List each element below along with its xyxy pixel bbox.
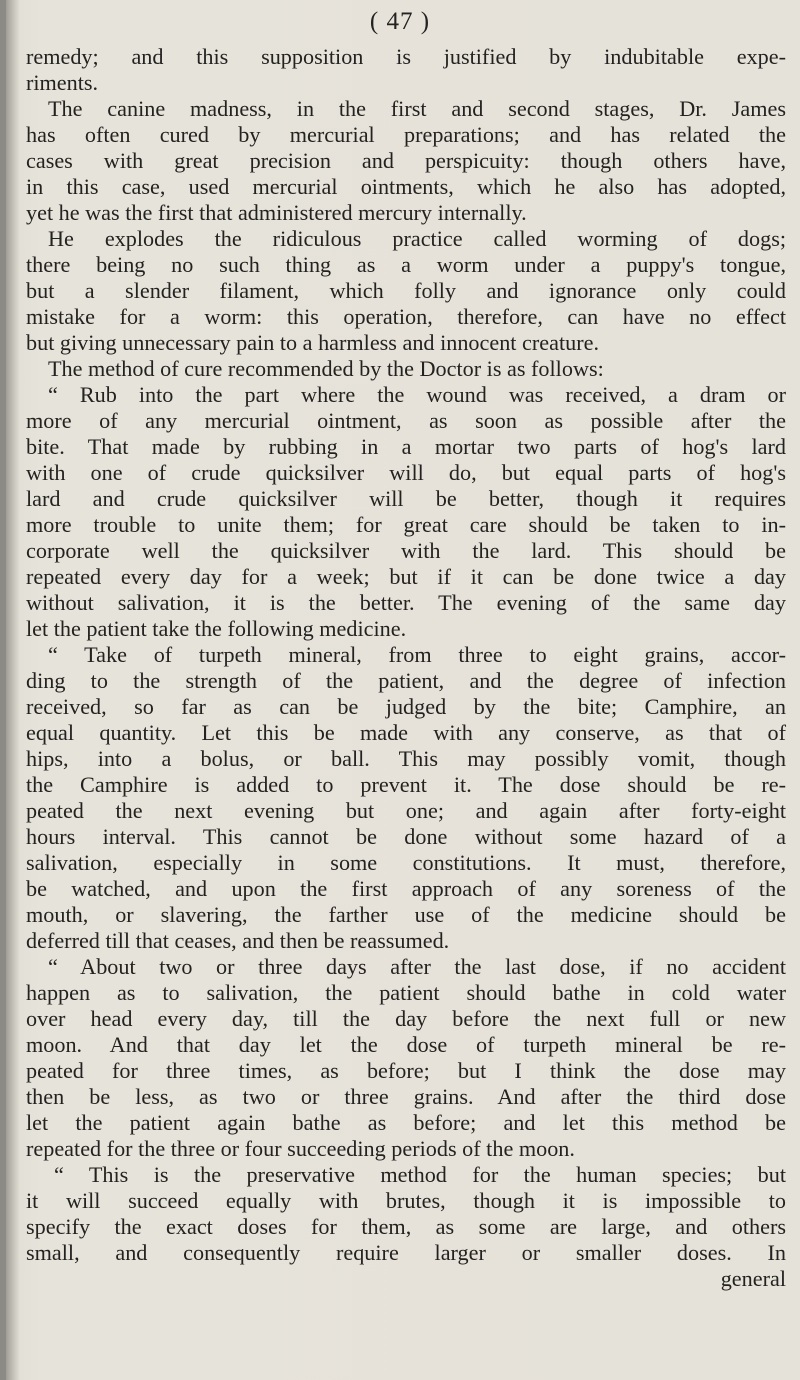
text-line: He explodes the ridiculous practice called worming of dogs; bbox=[48, 226, 786, 251]
text-line: salivation, especially in some constitutions. It must, therefore, bbox=[26, 850, 786, 875]
text-line: “ About two or three days after the last dose, if no accident bbox=[48, 954, 786, 979]
text-line: mistake for a worm: this operation, therefore, can have no effect bbox=[26, 304, 786, 329]
text-line: then be less, as two or three grains. And after the third dose bbox=[26, 1084, 786, 1109]
text-line: mouth, or slavering, the farther use of the medicine should be bbox=[26, 902, 786, 927]
text-line: deferred till that ceases, and then be reassumed. bbox=[26, 928, 450, 953]
text-line: cases with great precision and perspicuity: though others have, bbox=[26, 148, 786, 173]
page-number: ( 47 ) bbox=[369, 8, 431, 35]
text-line: “ This is the preservative method for the human species; but bbox=[54, 1162, 786, 1187]
text-line: equal quantity. Let this be made with any conserve, as that of bbox=[26, 720, 786, 745]
text-line: remedy; and this supposition is justified by indubitable expe- bbox=[26, 44, 786, 69]
text-line: with one of crude quicksilver will do, but equal parts of hog's bbox=[26, 460, 786, 485]
text-line: repeated for the three or four succeeding periods of the moon. bbox=[26, 1136, 575, 1161]
text-line: the Camphire is added to prevent it. The dose should be re- bbox=[26, 772, 786, 797]
text-line: riments. bbox=[26, 70, 99, 95]
text-line: “ Rub into the part where the wound was received, a dram or bbox=[48, 382, 786, 407]
text-line: specify the exact doses for them, as some are large, and others bbox=[26, 1214, 786, 1239]
text-line: more of any mercurial ointment, as soon as possible after the bbox=[26, 408, 786, 433]
text-line: there being no such thing as a worm under a puppy's tongue, bbox=[26, 252, 786, 277]
text-line: received, so far as can be judged by the bite; Camphire, an bbox=[26, 694, 786, 719]
text-line: let the patient again bathe as before; and let this method be bbox=[26, 1110, 786, 1135]
text-line: “ Take of turpeth mineral, from three to eight grains, accor- bbox=[48, 642, 786, 667]
text-line: The method of cure recommended by the Doctor is as follows: bbox=[48, 356, 604, 381]
text-line: peated for three times, as before; but I think the dose may bbox=[26, 1058, 786, 1083]
text-line: over head every day, till the day before the next full or new bbox=[26, 1006, 786, 1031]
text-line: corporate well the quicksilver with the lard. This should be bbox=[26, 538, 786, 563]
text-line: but a slender filament, which folly and ignorance only could bbox=[26, 278, 786, 303]
body-text bbox=[26, 44, 786, 1292]
text-line: hips, into a bolus, or ball. This may possibly vomit, though bbox=[26, 746, 786, 771]
text-line: repeated every day for a week; but if it can be done twice a day bbox=[26, 564, 786, 589]
text-line: general bbox=[720, 1266, 786, 1291]
text-line: let the patient take the following medicine. bbox=[26, 616, 407, 641]
gutter-shadow bbox=[6, 0, 20, 1380]
text-line: ding to the strength of the patient, and the degree of infection bbox=[26, 668, 786, 693]
text-line: The canine madness, in the first and second stages, Dr. James bbox=[48, 96, 786, 121]
text-line: small, and consequently require larger or smaller doses. In bbox=[26, 1240, 786, 1265]
text-line: it will succeed equally with brutes, though it is impossible to bbox=[26, 1188, 786, 1213]
text-line: be watched, and upon the first approach of any soreness of the bbox=[26, 876, 786, 901]
text-line: but giving unnecessary pain to a harmless and innocent creature. bbox=[26, 330, 599, 355]
text-line: bite. That made by rubbing in a mortar two parts of hog's lard bbox=[26, 434, 786, 459]
text-line: happen as to salivation, the patient should bathe in cold water bbox=[26, 980, 786, 1005]
text-line: hours interval. This cannot be done without some hazard of a bbox=[26, 824, 786, 849]
text-line: more trouble to unite them; for great care should be taken to in- bbox=[26, 512, 786, 537]
text-line: moon. And that day let the dose of turpeth mineral be re- bbox=[26, 1032, 786, 1057]
text-line: has often cured by mercurial preparations; and has related the bbox=[26, 122, 786, 147]
text-line: without salivation, it is the better. The evening of the same day bbox=[26, 590, 786, 615]
text-line: lard and crude quicksilver will be better, though it requires bbox=[26, 486, 786, 511]
text-line: yet he was the first that administered mercury internally. bbox=[26, 200, 527, 225]
text-line: in this case, used mercurial ointments, which he also has adopted, bbox=[26, 174, 786, 199]
text-line: peated the next evening but one; and again after forty-eight bbox=[26, 798, 786, 823]
